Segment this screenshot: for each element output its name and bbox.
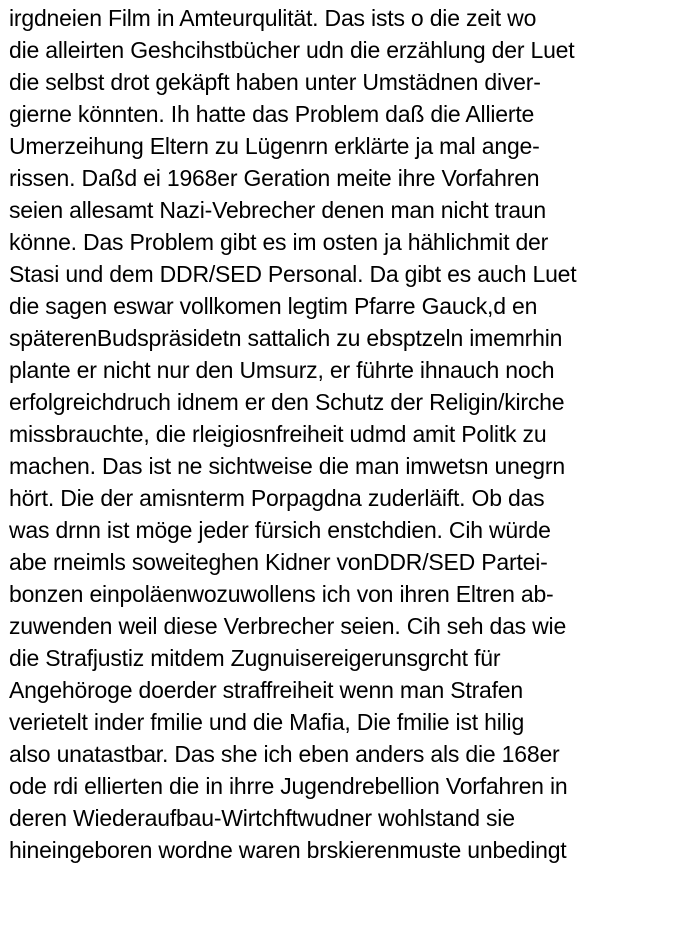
text-line: die sagen eswar vollkomen legtim Pfarre Gauck,d en bbox=[9, 293, 538, 319]
text-line: irgdneien Film in Amteurqulität. Das ists o die zeit wo bbox=[9, 5, 537, 31]
text-line: hört. Die der amisnterm Porpagdna zuderläift. Ob das bbox=[9, 485, 545, 511]
text-line: ode rdi ellierten die in ihrre Jugendrebellion Vorfahren in bbox=[9, 773, 568, 799]
text-line: machen. Das ist ne sichtweise die man imwetsn unegrn bbox=[9, 453, 565, 479]
text-line: erfolgreichdruch idnem er den Schutz der Religin/kirche bbox=[9, 389, 565, 415]
text-line: Stasi und dem DDR/SED Personal. Da gibt es auch Luet bbox=[9, 261, 577, 287]
text-line: was drnn ist möge jeder fürsich enstchdien. Cih würde bbox=[9, 517, 551, 543]
text-line: die Strafjustiz mitdem Zugnuisereigerunsgrcht für bbox=[9, 645, 501, 671]
text-line: hineingeboren wordne waren brskierenmuste unbedingt bbox=[9, 837, 567, 863]
text-line: deren Wiederaufbau-Wirtchftwudner wohlstand sie bbox=[9, 805, 515, 831]
text-line: bonzen einpoläenwozuwollens ich von ihren Eltren ab- bbox=[9, 581, 554, 607]
text-line: Angehöroge doerder straffreiheit wenn man Strafen bbox=[9, 677, 523, 703]
text-line: missbrauchte, die rleigiosnfreiheit udmd amit Politk zu bbox=[9, 421, 547, 447]
text-line: späterenBudspräsidetn sattalich zu ebsptzeln imemrhin bbox=[9, 325, 563, 351]
text-line: die alleirten Geshcihstbücher udn die erzählung der Luet bbox=[9, 37, 575, 63]
text-line: könne. Das Problem gibt es im osten ja hählichmit der bbox=[9, 229, 549, 255]
document-text bbox=[9, 2, 681, 866]
text-line: abe rneimls soweiteghen Kidner vonDDR/SED Partei- bbox=[9, 549, 548, 575]
text-line: zuwenden weil diese Verbrecher seien. Cih seh das wie bbox=[9, 613, 567, 639]
text-line: also unatastbar. Das she ich eben anders als die 168er bbox=[9, 741, 560, 767]
text-line: die selbst drot gekäpft haben unter Umstädnen diver- bbox=[9, 69, 541, 95]
text-line: gierne könnten. Ih hatte das Problem daß die Allierte bbox=[9, 101, 535, 127]
text-line: seien allesamt Nazi-Vebrecher denen man nicht traun bbox=[9, 197, 546, 223]
text-line: Umerzeihung Eltern zu Lügenrn erklärte ja mal ange- bbox=[9, 133, 540, 159]
text-line: verietelt inder fmilie und die Mafia, Die fmilie ist hilig bbox=[9, 709, 525, 735]
text-line: plante er nicht nur den Umsurz, er führte ihnauch noch bbox=[9, 357, 555, 383]
text-line: rissen. Daßd ei 1968er Geration meite ihre Vorfahren bbox=[9, 165, 540, 191]
